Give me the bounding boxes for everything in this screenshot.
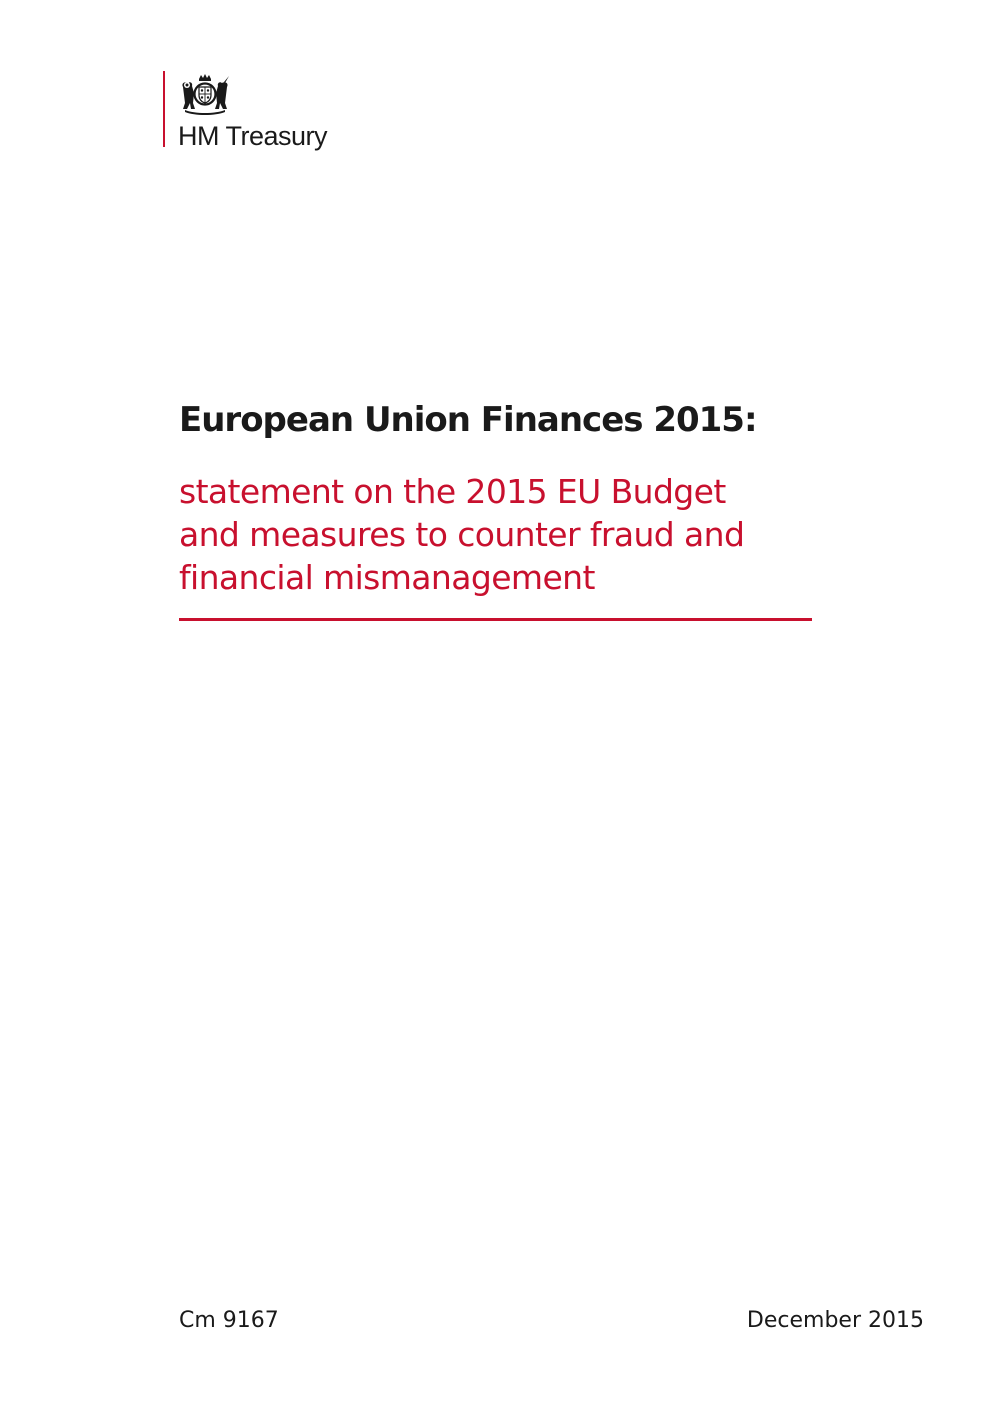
logo-divider bbox=[163, 71, 165, 147]
subtitle-line: financial mismanagement bbox=[179, 558, 595, 597]
royal-coat-of-arms-icon bbox=[177, 73, 233, 115]
subtitle-line: statement on the 2015 EU Budget bbox=[179, 472, 726, 511]
publication-date: December 2015 bbox=[746, 1308, 924, 1333]
hm-treasury-logo bbox=[163, 71, 363, 149]
subtitle-line: and measures to counter fraud and bbox=[179, 515, 745, 554]
document-subtitle bbox=[179, 470, 839, 599]
command-paper-number: Cm 9167 bbox=[179, 1308, 279, 1333]
organisation-name: HM Treasury bbox=[178, 121, 328, 151]
title-underline-rule bbox=[179, 618, 812, 621]
document-title: European Union Finances 2015: bbox=[179, 400, 757, 440]
